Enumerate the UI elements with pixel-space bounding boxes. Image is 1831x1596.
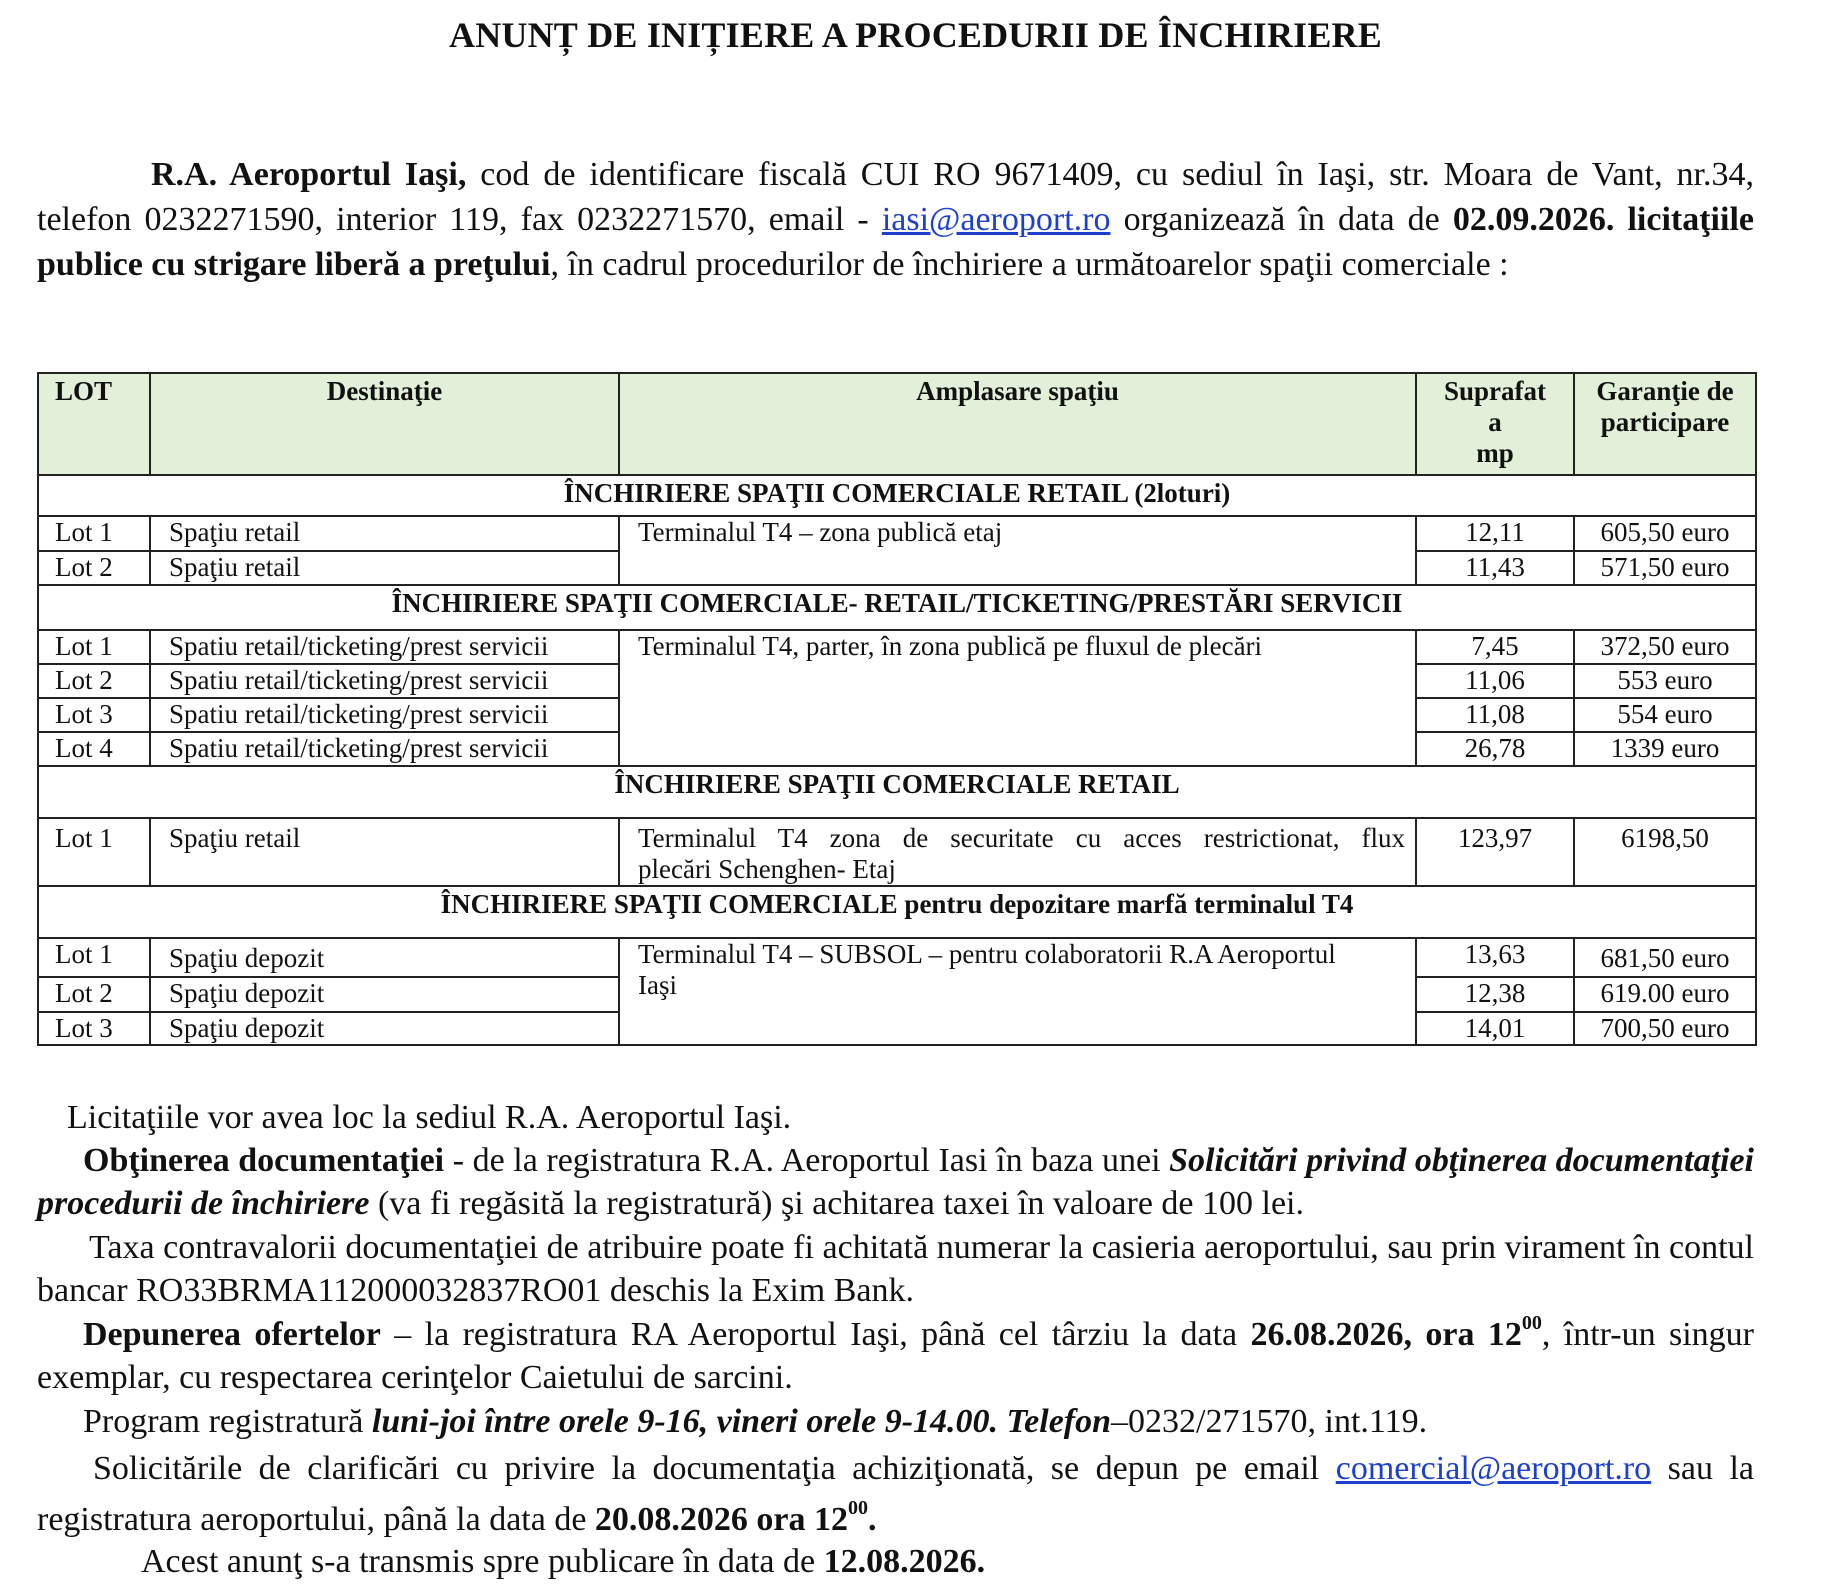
section-title-row — [38, 886, 1756, 938]
cell-destinatie: Spaţiu depozit — [150, 977, 619, 1012]
table-row — [38, 516, 1756, 551]
section-title — [38, 886, 1756, 938]
paragraph-publicare — [37, 1540, 1754, 1583]
clarification-date: 20.08.2026 ora $12^{00}$. — [594, 1496, 877, 1538]
email-link[interactable]: iasi@aeroport.ro — [881, 201, 1111, 238]
section-title-row — [38, 475, 1756, 516]
cell-amplasare — [619, 938, 1416, 1045]
cell-destinatie: Spaţiu depozit — [150, 1012, 619, 1045]
cell-lot: Lot 2 — [38, 664, 150, 698]
table-row — [38, 630, 1756, 664]
header-garantie: Garanţie de participare — [1574, 373, 1756, 475]
paragraph-text: –0232/271570, int.119. — [1111, 1403, 1428, 1440]
header-suprafata: Suprafat a mp — [1416, 373, 1574, 475]
cell-suprafata: 14,01 — [1416, 1012, 1574, 1045]
paragraph-emphasis: Solicitări privind obţinerea documentaţiei procedurii de închiriere — [37, 1142, 1754, 1222]
cell-suprafata: 12,11 — [1416, 516, 1574, 551]
cell-garantie: 1339 euro — [1574, 732, 1756, 766]
cell-garantie: 372,50 euro — [1574, 630, 1756, 664]
header-lot: LOT — [38, 373, 150, 475]
cell-garantie: 619.00 euro — [1574, 977, 1756, 1012]
cell-amplasare: Terminalul T4 – zona publică etaj — [619, 516, 1416, 585]
cell-garantie: 6198,50 — [1574, 818, 1756, 886]
cell-suprafata: 11,06 — [1416, 664, 1574, 698]
paragraph-text: (va fi regăsită la registratură) şi achitarea taxei în valoare de 100 lei. — [369, 1185, 1304, 1222]
paragraph-clarificari — [37, 1443, 1754, 1545]
paragraph-obtinere — [37, 1139, 1754, 1225]
table-header-row — [38, 373, 1756, 475]
amplasare-line: Iaşi — [638, 970, 677, 1000]
organization-name: R.A. Aeroportul Iaşi, — [151, 156, 467, 193]
paragraph-text: Solicitările de clarificări cu privire la documentaţia achiziţionată, se depun pe email — [93, 1450, 1336, 1487]
cell-suprafata: 13,63 — [1416, 938, 1574, 977]
paragraph-text: sau la registratura aeroportului, până la data de — [37, 1450, 1754, 1538]
cell-amplasare — [619, 818, 1416, 886]
deadline-date: 26.08.2026, ora $12^{00}$ — [1250, 1311, 1542, 1353]
table-row — [38, 818, 1756, 886]
header-amplasare: Amplasare spaţiu — [619, 373, 1416, 475]
cell-amplasare: Terminalul T4, parter, în zona publică pe fluxul de plecări — [619, 630, 1416, 766]
cell-destinatie: Spatiu retail/ticketing/prest servicii — [150, 630, 619, 664]
cell-destinatie: Spatiu retail/ticketing/prest servicii — [150, 698, 619, 732]
publication-date: 12.08.2026. — [823, 1543, 986, 1580]
cell-garantie: 553 euro — [1574, 664, 1756, 698]
document-title: ANUNȚ DE INIȚIERE A PROCEDURII DE ÎNCHIRIERE — [449, 15, 1382, 55]
intro-text: , în cadrul procedurilor de închiriere a următoarelor spaţii comerciale : — [550, 246, 1509, 283]
amplasare-line: Terminalul T4 zona de securitate cu acces restrictionat, flux — [638, 823, 1405, 853]
intro-paragraph — [37, 152, 1754, 287]
cell-lot: Lot 1 — [38, 630, 150, 664]
email-link[interactable]: comercial@aeroport.ro — [1335, 1450, 1652, 1487]
paragraph-program — [37, 1400, 1754, 1443]
cell-destinatie: Spatiu retail/ticketing/prest servicii — [150, 664, 619, 698]
cell-destinatie: Spaţiu retail — [150, 516, 619, 551]
paragraph-text: Program registratură — [83, 1403, 372, 1440]
paragraph-text: Acest anunţ s-a transmis spre publicare în data de — [141, 1543, 824, 1580]
header-destinatie: Destinaţie — [150, 373, 619, 475]
cell-lot: Lot 3 — [38, 1012, 150, 1045]
section-title: ÎNCHIRIERE SPAŢII COMERCIALE RETAIL — [38, 766, 1756, 818]
cell-lot: Lot 1 — [38, 938, 150, 977]
intro-text: organizează în data de — [1110, 201, 1453, 238]
cell-suprafata: 11,43 — [1416, 551, 1574, 585]
paragraph-heading: Depunerea ofertelor — [83, 1316, 381, 1353]
cell-garantie: 605,50 euro — [1574, 516, 1756, 551]
cell-destinatie: Spaţiu depozit — [150, 938, 619, 977]
cell-destinatie: Spatiu retail/ticketing/prest servicii — [150, 732, 619, 766]
cell-lot: Lot 2 — [38, 977, 150, 1012]
cell-suprafata: 7,45 — [1416, 630, 1574, 664]
cell-lot: Lot 4 — [38, 732, 150, 766]
section-title-bold: ÎNCHIRIERE SPAŢII COMERCIALE — [440, 889, 898, 919]
cell-lot: Lot 3 — [38, 698, 150, 732]
cell-garantie: 681,50 euro — [1574, 938, 1756, 977]
paragraph-emphasis: luni-joi între orele 9-16, vineri orele 9-14.00. Telefon — [371, 1403, 1112, 1440]
cell-garantie: 571,50 euro — [1574, 551, 1756, 585]
cell-lot: Lot 1 — [38, 516, 150, 551]
cell-garantie: 554 euro — [1574, 698, 1756, 732]
cell-suprafata: 12,38 — [1416, 977, 1574, 1012]
cell-destinatie: Spaţiu retail — [150, 818, 619, 886]
section-title-row — [38, 766, 1756, 818]
amplasare-line: Terminalul T4 – SUBSOL – pentru colaboratorii R.A Aeroportul — [638, 939, 1336, 969]
cell-lot: Lot 1 — [38, 818, 150, 886]
paragraph-text: - de la registratura R.A. Aeroportul Iasi în baza unei — [444, 1142, 1170, 1179]
paragraph-licitatii: Licitaţiile vor avea loc la sediul R.A. Aeroportul Iaşi. — [67, 1099, 792, 1136]
cell-suprafata: 11,08 — [1416, 698, 1574, 732]
section-title: ÎNCHIRIERE SPAŢII COMERCIALE RETAIL (2loturi) — [38, 475, 1756, 516]
section-title-row — [38, 585, 1756, 630]
amplasare-line: plecări Schenghen- Etaj — [638, 854, 896, 884]
table-row — [38, 938, 1756, 977]
paragraph-depunere — [37, 1313, 1754, 1399]
section-title-suffix: pentru depozitare marfă terminalul T4 — [897, 889, 1354, 919]
auction-date: 02.09.2026. licitaţiile publice cu strigare liberă a preţului — [37, 201, 1754, 283]
cell-suprafata: 26,78 — [1416, 732, 1574, 766]
paragraph-heading: Obţinerea documentaţiei — [83, 1142, 445, 1179]
lots-table — [37, 372, 1757, 1046]
section-title: ÎNCHIRIERE SPAŢII COMERCIALE- RETAIL/TICKETING/PRESTĂRI SERVICII — [38, 585, 1756, 630]
cell-lot: Lot 2 — [38, 551, 150, 585]
paragraph-text: , într-un singur exemplar, cu respectarea cerinţelor Caietului de sarcini. — [37, 1316, 1755, 1396]
intro-text: cod de identificare fiscală CUI RO 9671409, cu sediul în Iaşi, str. Moara de Vant, nr.34, telefon 0232271590, interior 119, fax 0232271570, email - — [37, 156, 1754, 238]
cell-garantie: 700,50 euro — [1574, 1012, 1756, 1045]
paragraph-text: – la registratura RA Aeroportul Iaşi, până cel târziu la data — [380, 1316, 1251, 1353]
cell-destinatie: Spaţiu retail — [150, 551, 619, 585]
cell-suprafata: 123,97 — [1416, 818, 1574, 886]
paragraph-taxa: Taxa contravalorii documentaţiei de atribuire poate fi achitată numerar la casieria aeroportului, sau prin virament în contul bancar RO33BRMA112000032837RO01 deschis la Exim Bank. — [37, 1229, 1754, 1309]
